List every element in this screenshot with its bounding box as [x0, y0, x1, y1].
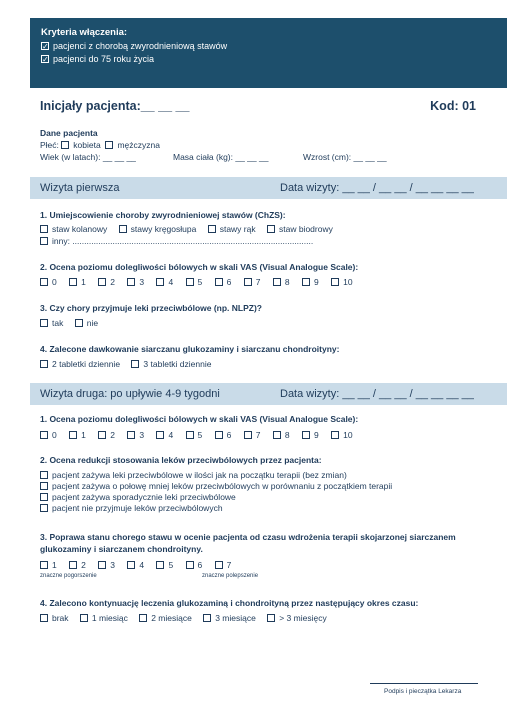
v1-q1-options	[40, 224, 342, 234]
visit2-header	[30, 383, 507, 405]
v1-q3: 3. Czy chory przyjmuje leki przeciwbólowe (np. NLPZ)?	[40, 303, 262, 313]
option[interactable]: 2 miesiące	[139, 613, 192, 623]
improvement-option[interactable]: 2	[69, 560, 86, 570]
vas-option[interactable]: 2	[98, 277, 115, 287]
vas-option[interactable]: 6	[215, 430, 232, 440]
patient-data-title: Dane pacjenta	[40, 128, 98, 138]
vas-option[interactable]: 8	[273, 277, 290, 287]
v1-q2: 2. Ocena poziomu dolegliwości bólowych w skali VAS (Visual Analogue Scale):	[40, 262, 359, 272]
option[interactable]: stawy rąk	[208, 224, 256, 234]
option[interactable]: pacjent zażywa leki przeciwbólowe w ilości jak na początku terapii (bez zmian)	[40, 470, 392, 481]
inclusion-criteria-box	[30, 18, 507, 88]
visit2-title: Wizyta druga: po upływie 4-9 tygodni	[40, 388, 220, 400]
vas-option[interactable]: 9	[302, 277, 319, 287]
v2-q3-line1: 3. Poprawa stanu chorego stawu w ocenie pacjenta od czasu wdrożenia terapii skojarzonej siarczanem	[40, 532, 456, 542]
option[interactable]: 1 miesiąc	[80, 613, 128, 623]
vas-option[interactable]: 0	[40, 430, 57, 440]
male-checkbox[interactable]	[105, 141, 113, 149]
criterion-item: ✓pacjenci do 75 roku życia	[41, 53, 496, 66]
vas-option[interactable]: 10	[331, 430, 352, 440]
signature-label: Podpis i pieczątka Lekarza	[384, 688, 462, 695]
v1-q1: 1. Umiejscowienie choroby zwyrodnieniowej stawów (ChZS):	[40, 210, 286, 220]
option[interactable]: pacjent nie przyjmuje leków przeciwbólowych	[40, 503, 392, 514]
visit1-title: Wizyta pierwsza	[40, 182, 120, 194]
v2-q2: 2. Ocena redukcji stosowania leków przeciwbólowych przez pacjenta:	[40, 455, 322, 465]
v1-q1-other[interactable]: inny: ......................................................................................................	[40, 236, 313, 246]
criterion-item: ✓pacjenci z chorobą zwyrodnieniową stawów	[41, 40, 496, 53]
checked-checkbox-icon	[41, 42, 49, 50]
option[interactable]: staw biodrowy	[267, 224, 333, 234]
female-checkbox[interactable]	[61, 141, 69, 149]
vas-option[interactable]: 5	[186, 430, 203, 440]
v1-q4: 4. Zalecone dawkowanie siarczanu glukozaminy i siarczanu chondroityny:	[40, 344, 340, 354]
vas-option[interactable]: 3	[127, 277, 144, 287]
option[interactable]: tak	[40, 318, 63, 328]
improvement-option[interactable]: 6	[186, 560, 203, 570]
vas-option[interactable]: 2	[98, 430, 115, 440]
v2-q2-options	[40, 470, 392, 514]
option[interactable]: nie	[75, 318, 98, 328]
improvement-option[interactable]: 1	[40, 560, 57, 570]
visit1-date-field[interactable]: Data wizyty: __ __ / __ __ / __ __ __ __	[280, 182, 474, 194]
patient-code: Kod: 01	[430, 99, 476, 113]
vas-option[interactable]: 0	[40, 277, 57, 287]
option[interactable]: pacjent zażywa o połowę mniej leków przeciwbólowych w porównaniu z początkiem terapii	[40, 481, 392, 492]
weight-field[interactable]: Masa ciała (kg): __ __ __	[173, 152, 269, 162]
vas-option[interactable]: 6	[215, 277, 232, 287]
vas-option[interactable]: 3	[127, 430, 144, 440]
vas-option[interactable]: 10	[331, 277, 352, 287]
vas-option[interactable]: 4	[156, 430, 173, 440]
vas-option[interactable]: 9	[302, 430, 319, 440]
v2-q3-line2: glukozaminy i siarczanem chondroityny.	[40, 544, 203, 554]
v2-q4-options	[40, 613, 336, 623]
v1-q4-options	[40, 359, 220, 369]
v2-q4: 4. Zalecono kontynuację leczenia glukozaminą i chondroityną przez następujący okres czasu:	[40, 598, 419, 608]
patient-initials[interactable]: Inicjały pacjenta:__ __ __	[40, 99, 190, 113]
scale-low-label: znaczne pogorszenie	[40, 573, 97, 579]
option[interactable]: 3 miesiące	[203, 613, 256, 623]
visit2-date-field[interactable]: Data wizyty: __ __ / __ __ / __ __ __ __	[280, 388, 474, 400]
age-field[interactable]: Wiek (w latach): __ __ __	[40, 152, 136, 162]
v2-q3-scale	[40, 560, 241, 570]
improvement-option[interactable]: 3	[98, 560, 115, 570]
vas-option[interactable]: 8	[273, 430, 290, 440]
sex-row: Płeć: kobieta mężczyzna	[40, 140, 160, 150]
vas-option[interactable]: 4	[156, 277, 173, 287]
vas-option[interactable]: 7	[244, 430, 261, 440]
v1-q3-options	[40, 318, 107, 328]
v2-q1: 1. Ocena poziomu dolegliwości bólowych w skali VAS (Visual Analogue Scale):	[40, 414, 359, 424]
option[interactable]: 3 tabletki dziennie	[131, 359, 211, 369]
vas-option[interactable]: 5	[186, 277, 203, 287]
signature-line[interactable]	[370, 683, 478, 684]
option[interactable]: > 3 miesięcy	[267, 613, 326, 623]
scale-high-label: znaczne polepszenie	[202, 573, 259, 579]
visit1-header	[30, 177, 507, 199]
vas-option[interactable]: 1	[69, 277, 86, 287]
height-field[interactable]: Wzrost (cm): __ __ __	[303, 152, 387, 162]
option[interactable]: 2 tabletki dziennie	[40, 359, 120, 369]
option[interactable]: stawy kręgosłupa	[119, 224, 197, 234]
v1-vas-scale	[40, 277, 363, 287]
vas-option[interactable]: 7	[244, 277, 261, 287]
criteria-title: Kryteria włączenia:	[41, 27, 128, 38]
improvement-option[interactable]: 5	[156, 560, 173, 570]
vas-option[interactable]: 1	[69, 430, 86, 440]
option[interactable]: brak	[40, 613, 69, 623]
improvement-option[interactable]: 4	[127, 560, 144, 570]
checked-checkbox-icon	[41, 55, 49, 63]
v2-vas-scale	[40, 430, 363, 440]
improvement-option[interactable]: 7	[215, 560, 232, 570]
option[interactable]: pacjent zażywa sporadycznie leki przeciwbólowe	[40, 492, 392, 503]
option[interactable]: staw kolanowy	[40, 224, 107, 234]
